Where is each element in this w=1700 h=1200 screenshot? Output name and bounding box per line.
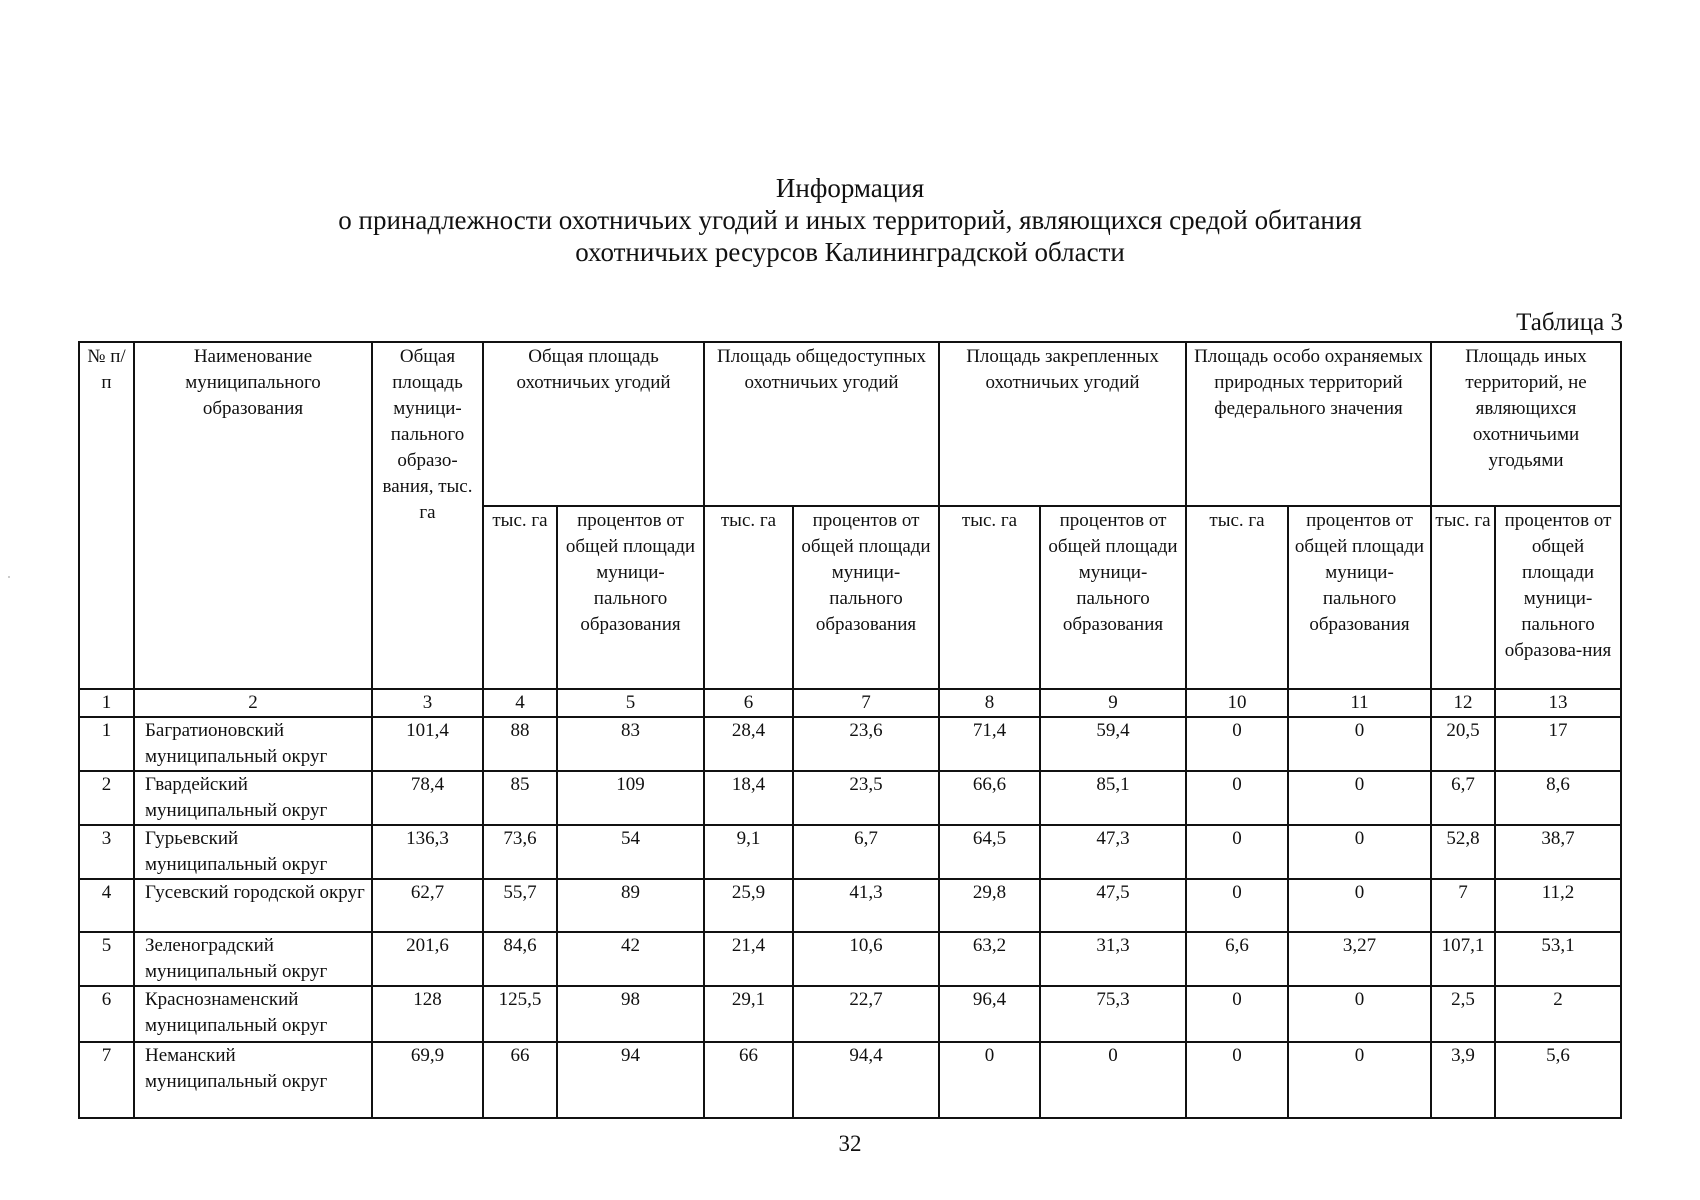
assigned-area-ha-cell: 0 — [939, 1042, 1040, 1118]
other-area-pct-cell: 53,1 — [1495, 932, 1621, 986]
hunting-area-pct-cell: 94 — [557, 1042, 704, 1118]
column-number: 3 — [372, 689, 483, 717]
hunting-area-ha-cell: 125,5 — [483, 986, 557, 1042]
other-area-pct-cell: 11,2 — [1495, 879, 1621, 932]
other-area-ha-cell: 7 — [1431, 879, 1495, 932]
hunting-area-pct-cell: 109 — [557, 771, 704, 825]
table-row — [79, 986, 1621, 1042]
hunting-lands-table — [78, 341, 1622, 1119]
header-hunting-area: Общая площадь охотничьих угодий — [483, 342, 704, 506]
header-unit-pct: процентов от общей площади муници-пального образования — [1288, 506, 1431, 689]
column-number: 10 — [1186, 689, 1288, 717]
header-unit-pct: процентов от общей площади муници-пального образования — [557, 506, 704, 689]
hunting-area-ha-cell: 84,6 — [483, 932, 557, 986]
column-number: 11 — [1288, 689, 1431, 717]
protected-area-pct-cell: 0 — [1288, 717, 1431, 771]
table-caption: Таблица 3 — [1516, 309, 1623, 336]
row-number-cell: 1 — [79, 717, 134, 771]
municipality-name-cell: Гвардейский муниципальный округ — [134, 771, 372, 825]
table-row — [79, 879, 1621, 932]
column-number: 13 — [1495, 689, 1621, 717]
header-other-area: Площадь иных территорий, не являющихся охотничьими угодьями — [1431, 342, 1621, 506]
protected-area-ha-cell: 6,6 — [1186, 932, 1288, 986]
header-unit-ha: тыс. га — [939, 506, 1040, 689]
protected-area-pct-cell: 0 — [1288, 879, 1431, 932]
protected-area-pct-cell: 0 — [1288, 986, 1431, 1042]
row-number-cell: 4 — [79, 879, 134, 932]
column-number: 12 — [1431, 689, 1495, 717]
public-area-ha-cell: 9,1 — [704, 825, 793, 879]
assigned-area-pct-cell: 0 — [1040, 1042, 1186, 1118]
protected-area-pct-cell: 0 — [1288, 1042, 1431, 1118]
table-row — [79, 1042, 1621, 1118]
assigned-area-ha-cell: 29,8 — [939, 879, 1040, 932]
other-area-pct-cell: 17 — [1495, 717, 1621, 771]
assigned-area-ha-cell: 64,5 — [939, 825, 1040, 879]
page-number: 32 — [838, 1131, 862, 1156]
protected-area-ha-cell: 0 — [1186, 879, 1288, 932]
column-number: 7 — [793, 689, 939, 717]
header-unit-pct: процентов от общей площади муници-пального образования — [793, 506, 939, 689]
column-number: 5 — [557, 689, 704, 717]
header-unit-ha: тыс. га — [1186, 506, 1288, 689]
public-area-pct-cell: 23,6 — [793, 717, 939, 771]
row-number-cell: 7 — [79, 1042, 134, 1118]
hunting-area-pct-cell: 89 — [557, 879, 704, 932]
total-area-cell: 78,4 — [372, 771, 483, 825]
row-number-cell: 2 — [79, 771, 134, 825]
header-unit-ha: тыс. га — [1431, 506, 1495, 689]
header-name: Наименование муниципального образования — [134, 342, 372, 689]
other-area-pct-cell: 8,6 — [1495, 771, 1621, 825]
municipality-name-cell: Зеленоградский муниципальный округ — [134, 932, 372, 986]
other-area-pct-cell: 38,7 — [1495, 825, 1621, 879]
total-area-cell: 128 — [372, 986, 483, 1042]
assigned-area-pct-cell: 31,3 — [1040, 932, 1186, 986]
hunting-area-ha-cell: 66 — [483, 1042, 557, 1118]
assigned-area-ha-cell: 71,4 — [939, 717, 1040, 771]
table-row — [79, 717, 1621, 771]
total-area-cell: 69,9 — [372, 1042, 483, 1118]
other-area-ha-cell: 52,8 — [1431, 825, 1495, 879]
column-number-row — [79, 689, 1621, 717]
protected-area-ha-cell: 0 — [1186, 1042, 1288, 1118]
table-row — [79, 771, 1621, 825]
assigned-area-ha-cell: 63,2 — [939, 932, 1040, 986]
title-line-3: охотничьих ресурсов Калининградской области — [575, 237, 1125, 267]
assigned-area-ha-cell: 66,6 — [939, 771, 1040, 825]
header-protected-area: Площадь особо охраняемых природных территорий федерального значения — [1186, 342, 1431, 506]
protected-area-ha-cell: 0 — [1186, 771, 1288, 825]
total-area-cell: 62,7 — [372, 879, 483, 932]
assigned-area-pct-cell: 47,3 — [1040, 825, 1186, 879]
column-number: 4 — [483, 689, 557, 717]
other-area-ha-cell: 6,7 — [1431, 771, 1495, 825]
hunting-area-ha-cell: 55,7 — [483, 879, 557, 932]
public-area-pct-cell: 22,7 — [793, 986, 939, 1042]
public-area-pct-cell: 94,4 — [793, 1042, 939, 1118]
public-area-ha-cell: 18,4 — [704, 771, 793, 825]
title-line-2: о принадлежности охотничьих угодий и иных территорий, являющихся средой обитания — [338, 205, 1362, 235]
header-unit-ha: тыс. га — [704, 506, 793, 689]
row-number-cell: 6 — [79, 986, 134, 1042]
header-public-area: Площадь общедоступных охотничьих угодий — [704, 342, 939, 506]
assigned-area-pct-cell: 85,1 — [1040, 771, 1186, 825]
header-assigned-area: Площадь закрепленных охотничьих угодий — [939, 342, 1186, 506]
column-number: 6 — [704, 689, 793, 717]
hunting-area-pct-cell: 83 — [557, 717, 704, 771]
table-row — [79, 825, 1621, 879]
public-area-ha-cell: 29,1 — [704, 986, 793, 1042]
total-area-cell: 101,4 — [372, 717, 483, 771]
public-area-pct-cell: 10,6 — [793, 932, 939, 986]
protected-area-ha-cell: 0 — [1186, 717, 1288, 771]
title-line-1: Информация — [775, 173, 925, 203]
other-area-ha-cell: 2,5 — [1431, 986, 1495, 1042]
total-area-cell: 136,3 — [372, 825, 483, 879]
public-area-pct-cell: 41,3 — [793, 879, 939, 932]
municipality-name-cell: Гусевский городской округ — [134, 879, 372, 932]
public-area-ha-cell: 25,9 — [704, 879, 793, 932]
protected-area-ha-cell: 0 — [1186, 825, 1288, 879]
assigned-area-pct-cell: 59,4 — [1040, 717, 1186, 771]
document-title — [0, 172, 1700, 268]
table-row — [79, 932, 1621, 986]
row-number-cell: 5 — [79, 932, 134, 986]
header-row-groups — [79, 342, 1621, 506]
column-number: 1 — [79, 689, 134, 717]
hunting-area-ha-cell: 88 — [483, 717, 557, 771]
other-area-pct-cell: 5,6 — [1495, 1042, 1621, 1118]
protected-area-pct-cell: 0 — [1288, 771, 1431, 825]
protected-area-ha-cell: 0 — [1186, 986, 1288, 1042]
hunting-area-pct-cell: 42 — [557, 932, 704, 986]
assigned-area-ha-cell: 96,4 — [939, 986, 1040, 1042]
header-num: № п/п — [79, 342, 134, 689]
protected-area-pct-cell: 0 — [1288, 825, 1431, 879]
header-unit-pct: процентов от общей площади муници-пального образова-ния — [1495, 506, 1621, 689]
public-area-ha-cell: 66 — [704, 1042, 793, 1118]
hunting-area-pct-cell: 98 — [557, 986, 704, 1042]
other-area-ha-cell: 107,1 — [1431, 932, 1495, 986]
public-area-ha-cell: 28,4 — [704, 717, 793, 771]
protected-area-pct-cell: 3,27 — [1288, 932, 1431, 986]
municipality-name-cell: Багратионовский муниципальный округ — [134, 717, 372, 771]
other-area-pct-cell: 2 — [1495, 986, 1621, 1042]
assigned-area-pct-cell: 47,5 — [1040, 879, 1186, 932]
hunting-area-ha-cell: 85 — [483, 771, 557, 825]
public-area-pct-cell: 6,7 — [793, 825, 939, 879]
municipality-name-cell: Неманский муниципальный округ — [134, 1042, 372, 1118]
municipality-name-cell: Гурьевский муниципальный округ — [134, 825, 372, 879]
scan-artifact — [8, 576, 10, 578]
public-area-ha-cell: 21,4 — [704, 932, 793, 986]
hunting-area-pct-cell: 54 — [557, 825, 704, 879]
assigned-area-pct-cell: 75,3 — [1040, 986, 1186, 1042]
header-total-area: Общая площадь муници-пального образо-вания, тыс. га — [372, 342, 483, 689]
other-area-ha-cell: 3,9 — [1431, 1042, 1495, 1118]
column-number: 2 — [134, 689, 372, 717]
other-area-ha-cell: 20,5 — [1431, 717, 1495, 771]
public-area-pct-cell: 23,5 — [793, 771, 939, 825]
municipality-name-cell: Краснознаменский муниципальный округ — [134, 986, 372, 1042]
column-number: 9 — [1040, 689, 1186, 717]
column-number: 8 — [939, 689, 1040, 717]
hunting-area-ha-cell: 73,6 — [483, 825, 557, 879]
row-number-cell: 3 — [79, 825, 134, 879]
total-area-cell: 201,6 — [372, 932, 483, 986]
header-unit-ha: тыс. га — [483, 506, 557, 689]
header-unit-pct: процентов от общей площади муници-пального образования — [1040, 506, 1186, 689]
